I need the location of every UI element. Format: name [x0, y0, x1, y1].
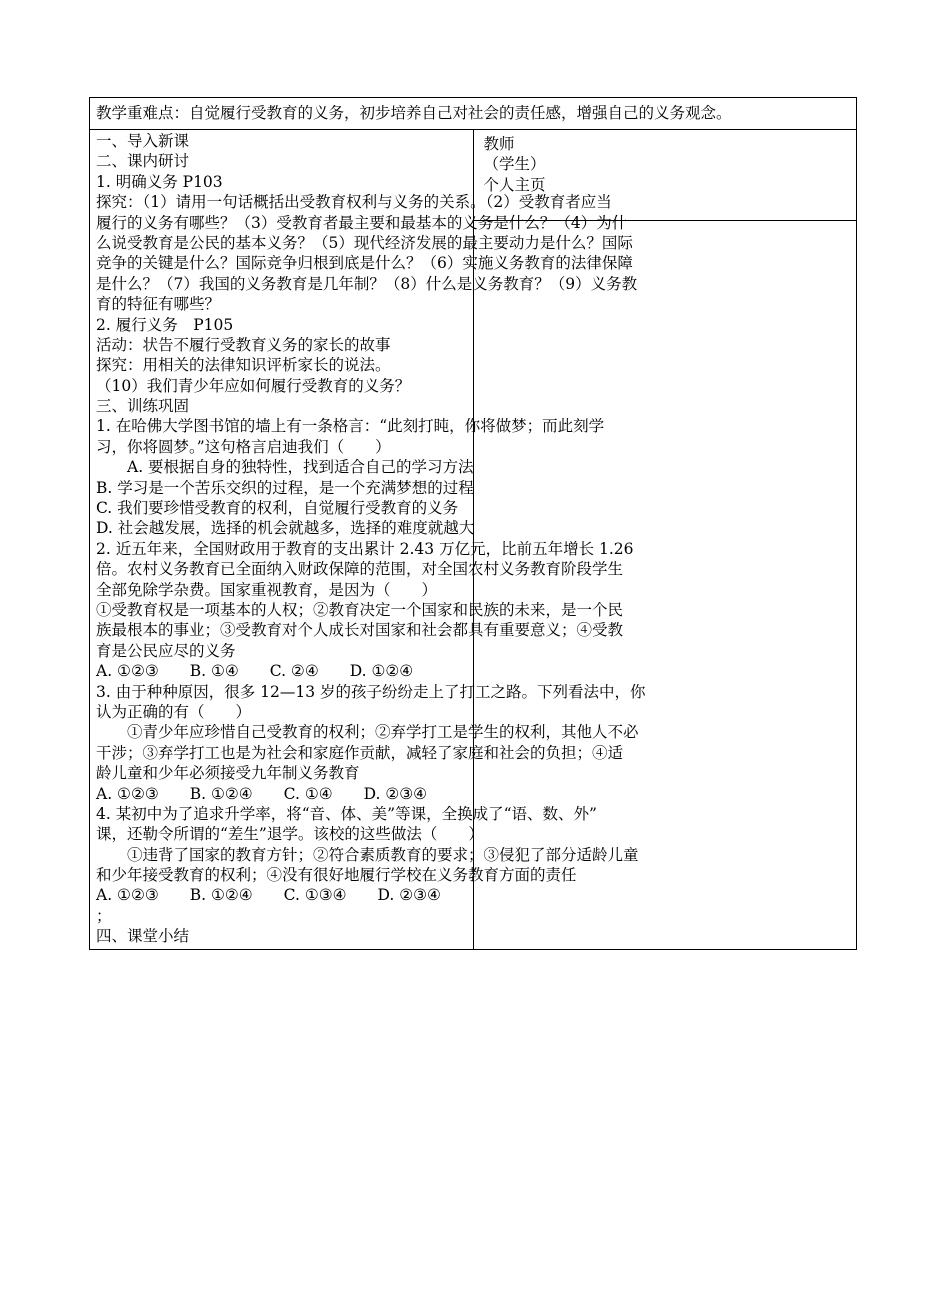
stray-mark: ；: [96, 906, 112, 925]
answer-options: A. ①②③ B. ①②④ C. ①④ D. ②③④: [96, 784, 428, 803]
text-line: 竞争的关键是什么？国际竞争归根到底是什么？（6）实施义务教育的法律保障: [96, 254, 633, 273]
side-label-homepage: 个人主页: [483, 175, 546, 194]
key-difficulty-row: [90, 98, 857, 130]
question-line: 全部免除学杂费。国家重视教育，是因为（ ）: [96, 580, 438, 599]
question-line: 1. 在哈佛大学图书馆的墙上有一条格言：“此刻打盹，你将做梦；而此刻学: [96, 417, 605, 436]
question-line: 课，还勒令所谓的“差生”退学。该校的这些做法（ ）: [96, 825, 484, 844]
answer-options: A. ①②③ B. ①②④ C. ①③④ D. ②③④: [96, 886, 441, 905]
lesson-plan-table: [89, 97, 857, 950]
question-line: 3. 由于种种原因，很多 12—13 岁的孩子纷纷走上了打工之路。下列看法中，你: [96, 682, 646, 701]
question-line: 认为正确的有（ ）: [96, 702, 252, 721]
statement-line: 干涉；③弃学打工也是为社会和家庭作贡献，减轻了家庭和社会的负担；④适: [96, 743, 624, 762]
section-heading: 四、课堂小结: [96, 927, 190, 946]
section-heading: 一、导入新课: [96, 132, 190, 150]
key-difficulty-text: 教学重难点：自觉履行受教育的义务，初步培养自己对社会的责任感，增强自己的义务观念。: [90, 98, 857, 130]
question-line: 习，你将圆梦。”这句格言启迪我们（ ）: [96, 437, 391, 456]
answer-options: A. ①②③ B. ①④ C. ②④ D. ①②④: [96, 662, 414, 681]
statement-line: ①违背了国家的教育方针；②符合素质教育的要求；③侵犯了部分适龄儿童: [127, 845, 639, 864]
text-line: 探究：（1）请用一句话概括出受教育权利与义务的关系。（2）受教育者应当: [96, 193, 612, 212]
subsection-heading: 1. 明确义务 P103: [96, 172, 223, 191]
option-line: C. 我们要珍惜受教育的权利，自觉履行受教育的义务: [96, 499, 459, 518]
question-line: 4. 某初中为了追求升学率，将“音、体、美”等课，全换成了“语、数、外”: [96, 804, 597, 823]
statement-line: ①青少年应珍惜自己受教育的权利；②弃学打工是学生的权利，其他人不必: [127, 723, 639, 742]
side-label-teacher: 教师: [483, 135, 515, 153]
text-line: 活动：状告不履行受教育义务的家长的故事: [96, 335, 391, 354]
text-line: 履行的义务有哪些？（3）受教育者最主要和最基本的义务是什么？（4）为什: [96, 213, 628, 232]
question-line: 倍。农村义务教育已全面纳入财政保障的范围，对全国农村义务教育阶段学生: [96, 560, 624, 579]
section-heading: 二、课内研讨: [96, 152, 190, 171]
subsection-heading: 2. 履行义务 P105: [96, 315, 234, 334]
text-line: 么说受教育是公民的基本义务？（5）现代经济发展的最主要动力是什么？国际: [96, 233, 633, 252]
statement-line: 和少年接受教育的权利；④没有很好地履行学校在义务教育方面的责任: [96, 866, 577, 885]
text-line: （10）我们青少年应如何履行受教育的义务？: [96, 376, 411, 395]
option-line: D. 社会越发展，选择的机会就越多，选择的难度就越大: [96, 519, 475, 538]
text-line: 是什么？（7）我国的义务教育是几年制？（8）什么是义务教育？（9）义务教: [96, 274, 638, 293]
statement-line: 族最根本的事业；③受教育对个人成长对国家和社会都具有重要意义；④受教: [96, 621, 624, 640]
question-line: 2. 近五年来，全国财政用于教育的支出累计 2.43 万亿元，比前五年增长 1.26: [96, 539, 634, 558]
content-row: [90, 130, 857, 221]
text-line: 育的特征有哪些？: [96, 295, 221, 314]
statement-line: 育是公民应尽的义务: [96, 641, 236, 660]
option-line: A. 要根据自身的独特性，找到适合自己的学习方法: [127, 458, 474, 477]
side-label-student: （学生）: [483, 155, 546, 174]
text-line: 探究：用相关的法律知识评析家长的说法。: [96, 356, 391, 375]
statement-line: 龄儿童和少年必须接受九年制义务教育: [96, 764, 360, 783]
statement-line: ①受教育权是一项基本的人权；②教育决定一个国家和民族的未来，是一个民: [96, 600, 624, 619]
section-heading: 三、训练巩固: [96, 397, 190, 416]
option-line: B. 学习是一个苦乐交织的过程，是一个充满梦想的过程: [96, 478, 474, 497]
side-notes-cell: [473, 221, 857, 950]
